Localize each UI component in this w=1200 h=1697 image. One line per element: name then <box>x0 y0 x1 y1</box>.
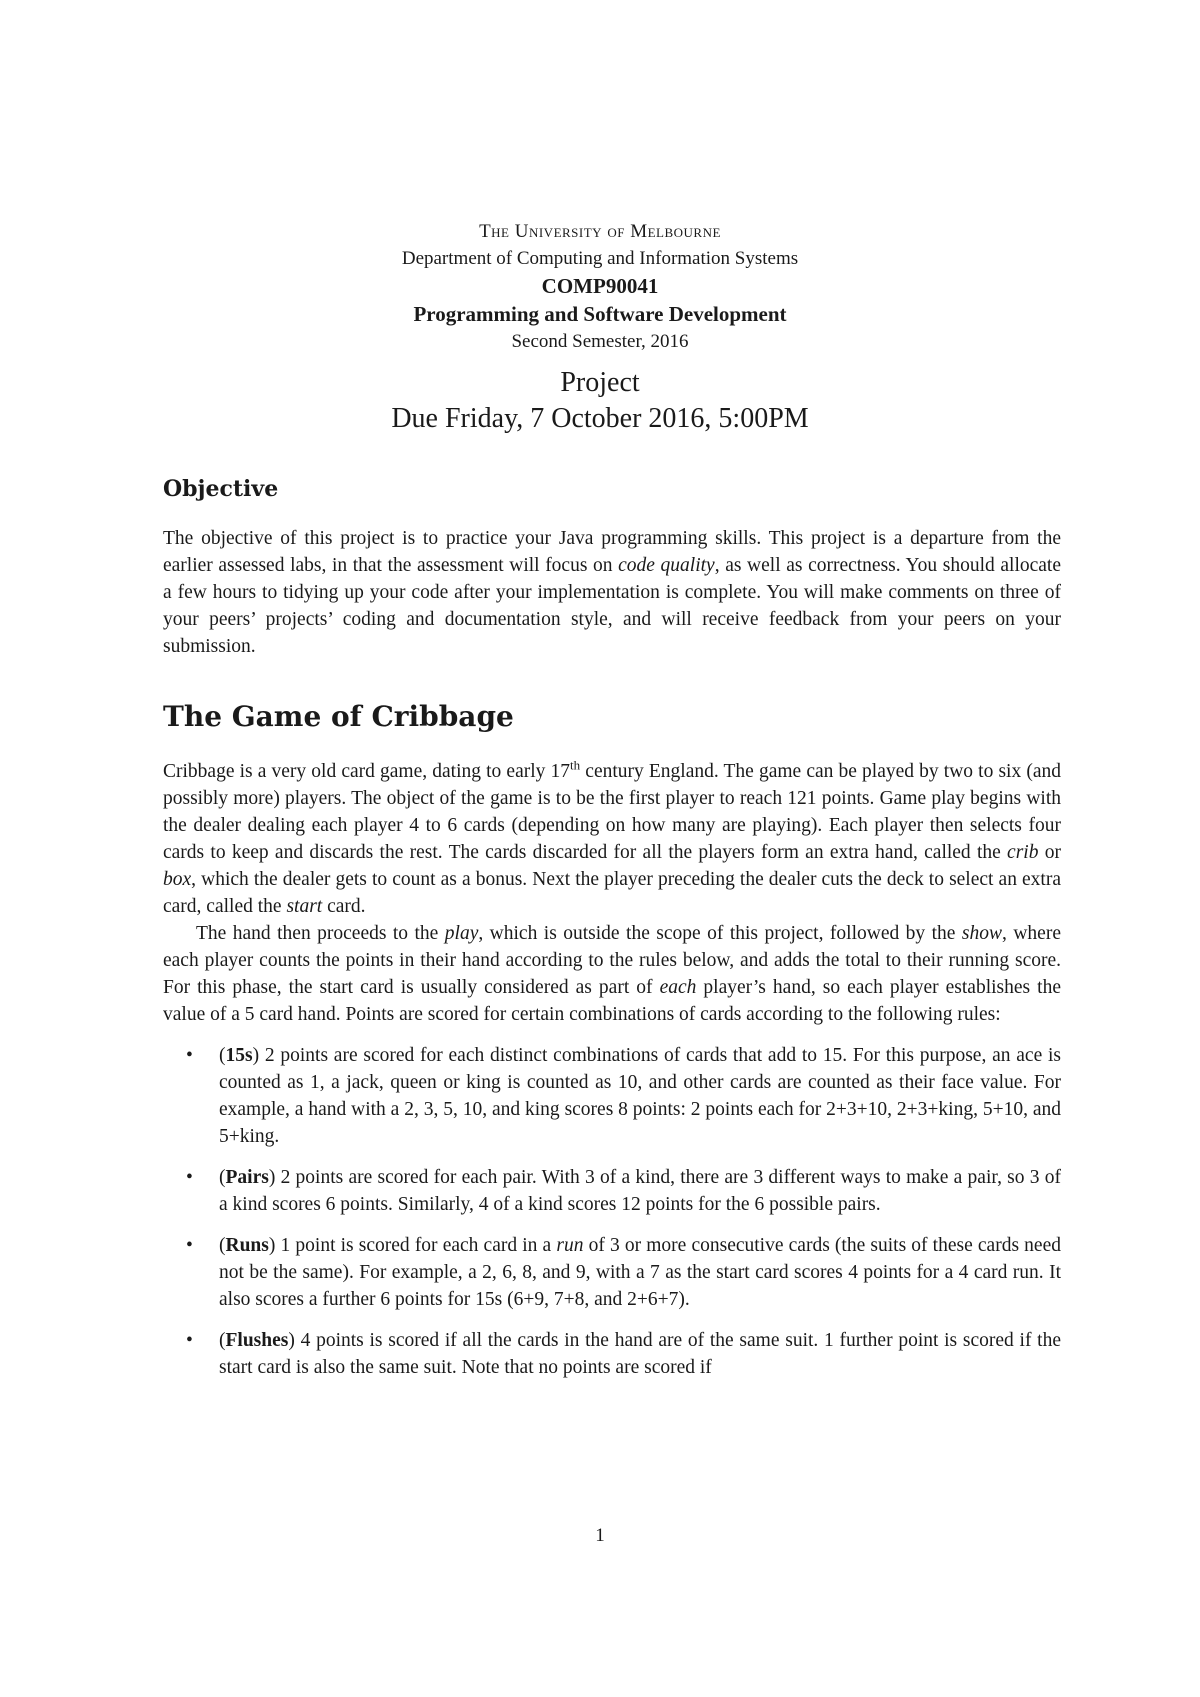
cribbage-intro-paragraph: Cribbage is a very old card game, dating to early 17th century England. The game can be played by two to six (and possibly more) players. The object of the game is to be the first player to reach 121 points. Game play begins with the dealer dealing each player 4 to 6 cards (depending on how many are playing). Each player then selects four cards to keep and discards the rest. The cards discarded for all the players form an extra hand, called the crib or box, which the dealer gets to count as a bonus. Next the player preceding the dealer cuts the deck to select an extra card, called the start card. <box>163 757 1061 917</box>
document-title: Project <box>560 367 640 398</box>
title-block <box>0 218 1200 437</box>
rule-flushes: • (Flushes) 4 points is scored if all the cards in the hand are of the same suit. 1 further point is scored if the start card is also the same suit. Note that no points are scored if <box>219 1327 1061 1381</box>
course-code: COMP90041 <box>541 274 659 298</box>
due-date: Due Friday, 7 October 2016, 5:00PM <box>391 403 809 434</box>
objective-paragraph: The objective of this project is to practice your Java programming skills. This project is a departure from the earlier assessed labs, in that the assessment will focus on code quality, as well as correctness. You should allocate a few hours to tidying up your code after your implementation is complete. You will make comments on three of your peers’ projects’ coding and documentation style, and will receive feedback from your peers on your submission. <box>163 528 1061 657</box>
body-content <box>163 475 1061 1395</box>
bullet-icon: • <box>186 1235 193 1256</box>
bullet-icon: • <box>186 1167 193 1188</box>
page-number: 1 <box>595 1525 605 1546</box>
semester: Second Semester, 2016 <box>511 331 689 352</box>
department-name: Department of Computing and Information Systems <box>401 248 799 269</box>
cribbage-heading: The Game of Cribbage <box>163 700 514 733</box>
cribbage-show-paragraph: The hand then proceeds to the play, which is outside the scope of this project, followed by the show, where each player counts the points in their hand according to the rules below, and adds the total to their running score. For this phase, the start card is usually considered as part of each player’s hand, so each player establishes the value of a 5 card hand. Points are scored for certain combinations of cards according to the following rules: <box>163 923 1061 1025</box>
bullet-icon: • <box>186 1330 193 1351</box>
rule-15s: • (15s) 2 points are scored for each distinct combinations of cards that add to 15. For this purpose, an ace is counted as 1, a jack, queen or king is counted as 10, and other cards are counted as their face value. For example, a hand with a 2, 3, 5, 10, and king scores 8 points: 2 points each for 2+3+10, 2+3+king, 5+10, and 5+king. <box>219 1042 1061 1150</box>
objective-heading: Objective <box>163 476 279 502</box>
course-name: Programming and Software Development <box>413 302 787 326</box>
rule-pairs: • (Pairs) 2 points are scored for each pair. With 3 of a kind, there are 3 different ways to make a pair, so 3 of a kind scores 6 points. Similarly, 4 of a kind scores 12 points for the 6 possible pairs. <box>219 1164 1061 1218</box>
rule-runs: • (Runs) 1 point is scored for each card in a run of 3 or more consecutive cards (the suits of these cards need not be the same). For example, a 2, 6, 8, and 9, with a 7 as the start card scores 4 points for a 4 card run. It also scores a further 6 points for 15s (6+9, 7+8, and 2+6+7). <box>219 1232 1061 1313</box>
bullet-icon: • <box>186 1045 193 1066</box>
university-name: The University of Melbourne <box>479 221 721 242</box>
scoring-rules-list <box>163 1042 1061 1381</box>
